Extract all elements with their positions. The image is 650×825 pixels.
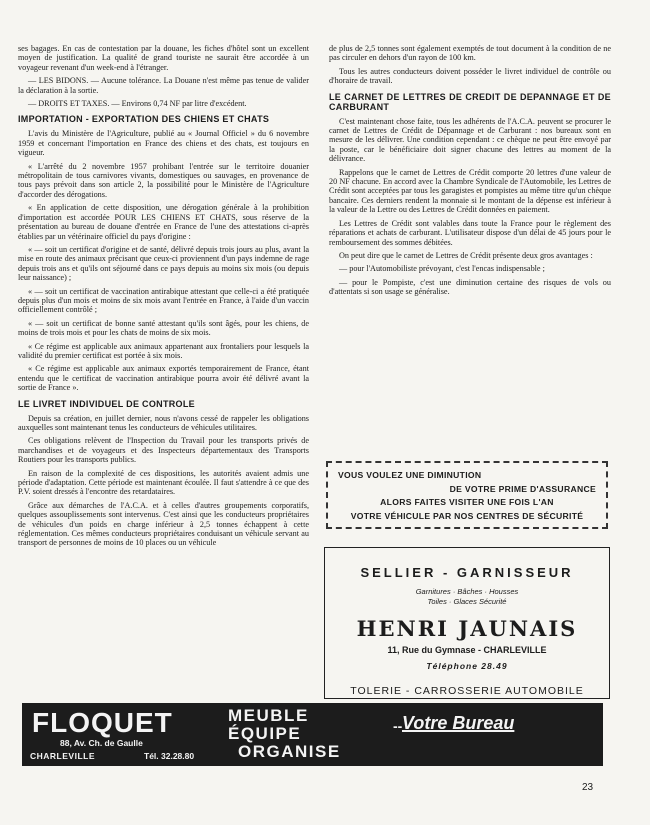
section-heading-livret: LE LIVRET INDIVIDUEL DE CONTROLE — [18, 398, 195, 409]
paragraph: « — soit un certificat de vaccination antirabique attestant que celle-ci a été pratiquée depuis plus d'un mois et moins de six mois avant l'entrée en France, à l'aide d'un vaccin officiellement contrôlé ; — [18, 286, 309, 315]
paragraph: Rappelons que le carnet de Lettres de Crédit comporte 20 lettres d'une valeur de 20 NF chacune. En accord avec la Chambre Syndicale de l'Automobile, les Lettres de Crédit sont acceptées par tous les garagistes et pompistes au même titre qu'un chèque bancaire. Ces derniers rendent la monnaie si le montant de la dépense est inférieur à la valeur de la Lettre ou des Lettres de Crédit données en paiement. — [329, 167, 611, 215]
floquet-word-meuble: MEUBLE — [228, 706, 309, 725]
paragraph: — LES BIDONS. — Aucune tolérance. La Douane n'est même pas tenue de valider la déclaration à la sortie. — [18, 76, 309, 95]
right-column — [329, 44, 611, 301]
paragraph: — pour le Pompiste, c'est une diminution certaine des risques de vols ou d'attentats si son usage se généralise. — [329, 277, 611, 297]
ad-items-1: Garnitures · Bâches · Housses — [415, 587, 519, 596]
ad-address: 11, Rue du Gymnase - CHARLEVILLE — [387, 645, 547, 655]
paragraph: « L'arrêté du 2 novembre 1957 prohibant l'entrée sur le territoire douanier métropolitain de tous carnivores vivants, domestiques ou sauvages, en provenance de tous pays prévoit dans son article 2, la possibilité pour le Ministère de l'Agriculture d'accorder des dérogations. — [18, 161, 309, 199]
paragraph: de plus de 2,5 tonnes sont également exemptés de tout document à la condition de ne pas circuler en dehors d'un rayon de 100 km. — [329, 44, 611, 63]
insurance-line-2: DE VOTRE PRIME D'ASSURANCE — [449, 483, 596, 494]
paragraph: C'est maintenant chose faite, tous les adhérents de l'A.C.A. peuvent se procurer le carnet de Lettres de Crédit de Dépannage et de Carburant : nos bureaux sont en mesure de les délivrer. Une condition cependant : ce chèque ne peut être envoyé par la poste, car le bénéficiaire doit signer chacune des lettres au moment de la délivrance. — [329, 116, 611, 164]
paragraph: — DROITS ET TAXES. — Environs 0,74 NF par litre d'excédent. — [28, 99, 247, 109]
ad-footer: TOLERIE - CARROSSERIE AUTOMOBILE — [350, 685, 584, 697]
floquet-slogan: Votre Bureau — [402, 713, 515, 733]
insurance-line-3: ALORS FAITES VISITER UNE FOIS L'AN — [380, 497, 554, 507]
section-heading-import: IMPORTATION - EXPORTATION DES CHIENS ET CHATS — [18, 114, 270, 125]
paragraph: — pour l'Automobiliste prévoyant, c'est l'encas indispensable ; — [339, 264, 545, 274]
paragraph: « — soit un certificat d'origine et de santé, délivré depuis trois jours au plus, avant la mise en route des animaux précisant que ceux-ci proviennent d'un pays indemne de rage depuis trois ans et qu'ils ont séjourné dans ce pays depuis au moins six mois (ou depuis leur naissance) ; — [18, 244, 309, 283]
paragraph: « En application de cette disposition, une dérogation générale à la prohibition d'importation est accordée POUR LES CHIENS ET CHATS, sous réserve de la présentation au bureau de douane d'entrée en France de l'une des attestations ci-après établies par un vétérinaire officiel du pays d'origine : — [18, 203, 309, 241]
floquet-name: FLOQUET — [32, 707, 173, 738]
paragraph: Depuis sa création, en juillet dernier, nous n'avons cessé de rappeler les obligations auxquelles sont maintenant tenus les conducteurs de véhicules utilitaires. — [18, 413, 309, 432]
paragraph: « — soit un certificat de bonne santé attestant qu'ils sont âgés, pour les chiens, de moins de trois mois et pour les chats de moins de six mois. — [18, 318, 309, 338]
page-number: 23 — [582, 782, 594, 793]
floquet-advertisement — [22, 703, 603, 766]
paragraph: « Ce régime est applicable aux animaux exportés temporairement de France, étant entendu que le certificat de vaccination antirabique pourra avoir été délivré avant la sortie de France ». — [18, 364, 309, 393]
paragraph: Tous les autres conducteurs doivent posséder le livret individuel de contrôle ou d'horaire de travail. — [329, 66, 611, 86]
paragraph: Les Lettres de Crédit sont valables dans toute la France pour le règlement des réparations et achats de carburant. L'utilisateur dispose d'un délai de 45 jours pour le remboursement des sommes débitées. — [329, 218, 611, 247]
left-column — [18, 44, 309, 552]
floquet-word-equipe: ÉQUIPE — [228, 724, 302, 743]
floquet-address: 88, Av. Ch. de Gaulle — [60, 738, 143, 748]
floquet-city: CHARLEVILLE — [30, 751, 95, 761]
sellier-advertisement — [324, 547, 610, 699]
section-heading-carnet: LE CARNET DE LETTRES DE CREDIT DE DEPANNAGE ET DE CARBURANT — [329, 91, 611, 112]
paragraph: Ces obligations relèvent de l'Inspection du Travail pour les transports privés de marchandises et de voyageurs et des Inspecteurs départementaux des Transports Routiers pour les transports publics. — [18, 436, 309, 465]
paragraph: En raison de la complexité de ces dispositions, les autorités avaient admis une période d'adaptation. Cette période est maintenant écoulée. Il faut s'attendre à ce que des P.V. soient dressés à l'encontre des retardataires. — [18, 468, 309, 497]
insurance-notice-box — [326, 461, 608, 529]
floquet-phone: Tél. 32.28.80 — [144, 751, 195, 761]
ad-phone: Téléphone 28.49 — [426, 661, 508, 671]
ad-items-2: Toiles · Glaces Sécurité — [427, 597, 507, 606]
paragraph: Grâce aux démarches de l'A.C.A. et à celles d'autres groupements corporatifs, quelques assouplissements sont intervenus. C'est ainsi que les conducteurs propriétaires de véhicules d'un poids en charge inférieur à 2,5 tonnes échappent à cette réglementation. Ces mêmes conducteurs propriétaires conduisant un véhicule servant au transport de personnes de moins de 10 places ou un véhicule — [18, 500, 309, 548]
ad-business-name: HENRI JAUNAIS — [356, 616, 578, 641]
floquet-word-organise: ORGANISE — [238, 742, 341, 761]
ad-trade: SELLIER - GARNISSEUR — [360, 565, 574, 580]
paragraph: « Ce régime est applicable aux animaux appartenant aux frontaliers pour lesquels la validité du premier certificat est portée à six mois. — [18, 341, 309, 360]
insurance-line-1: VOUS VOULEZ UNE DIMINUTION — [338, 470, 482, 480]
paragraph: ses bagages. En cas de contestation par la douane, les fiches d'hôtel sont un excellent moyen de justification. La qualité de grand touriste ne saurait être accordée à un voyageur revenant d'un week-end à l'étranger. — [18, 44, 309, 72]
paragraph: L'avis du Ministère de l'Agriculture, publié au « Journal Officiel » du 6 novembre 1959 et concernant l'importation en France des chiens et des chats, est toujours en vigueur. — [18, 129, 309, 158]
insurance-line-4: VOTRE VÉHICULE PAR NOS CENTRES DE SÉCURITÉ — [350, 510, 584, 521]
floquet-separator: -- — [393, 718, 403, 734]
paragraph: On peut dire que le carnet de Lettres de Crédit présente deux gros avantages : — [339, 250, 593, 260]
